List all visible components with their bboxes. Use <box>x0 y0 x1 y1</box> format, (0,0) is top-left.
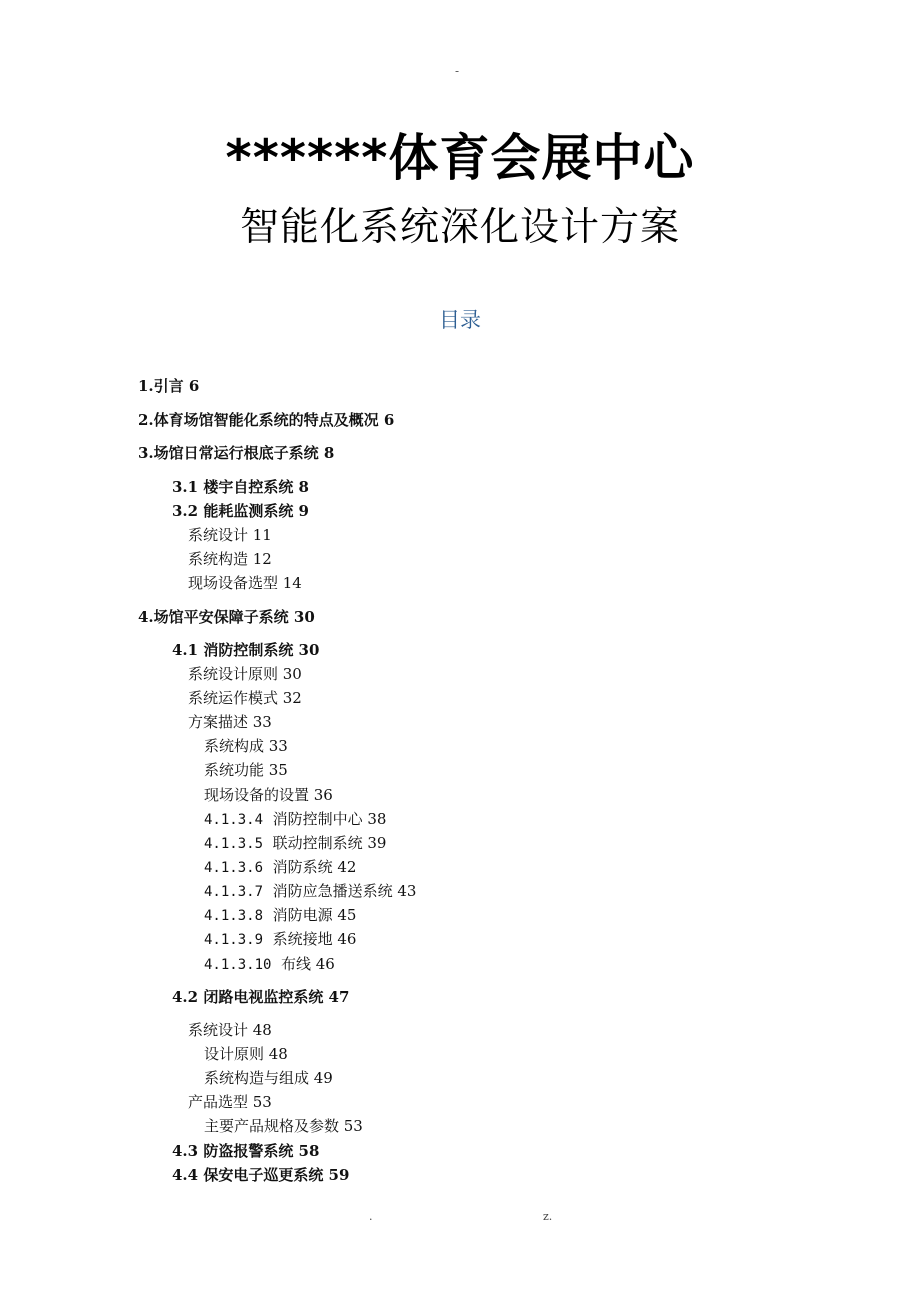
toc-entry-3-2-3[interactable]: 现场设备选型 14 <box>188 574 302 592</box>
toc-entry-4-4[interactable]: 4.4 保安电子巡更系统 59 <box>172 1166 350 1184</box>
toc-entry-4-2-1-1[interactable]: 设计原则 48 <box>204 1045 288 1063</box>
toc-entry-number: 4.1.3.7 <box>204 884 264 900</box>
toc-entry-number: 4.1.3.6 <box>204 860 264 876</box>
toc-entry-4-1-2[interactable]: 系统运作模式 32 <box>188 689 302 707</box>
toc-entry-label: 消防系统 42 <box>272 858 357 876</box>
toc-entry-label: 消防控制中心 38 <box>272 810 387 828</box>
toc-entry-4-1[interactable]: 4.1 消防控制系统 30 <box>172 641 320 659</box>
toc-entry-4-2-1-2[interactable]: 系统构造与组成 49 <box>204 1069 333 1087</box>
toc-entry-3-2-2[interactable]: 系统构造 12 <box>188 550 272 568</box>
footer-left-mark: . <box>369 1210 373 1223</box>
toc-entry-3-1[interactable]: 3.1 楼宇自控系统 8 <box>172 478 309 496</box>
toc-entry-4-1-1[interactable]: 系统设计原则 30 <box>188 665 302 683</box>
toc-entry-4[interactable]: 4.场馆平安保障子系统 30 <box>138 608 315 626</box>
toc-entry-4-2-1[interactable]: 系统设计 48 <box>188 1021 272 1039</box>
toc-entry-number: 4.1.3.5 <box>204 836 264 852</box>
footer-right-mark: z. <box>543 1210 553 1223</box>
toc-entry-4-1-3-9[interactable] <box>204 930 356 949</box>
toc-entry-label: 系统接地 46 <box>272 930 357 948</box>
toc-entry-4-1-3[interactable]: 方案描述 33 <box>188 713 272 731</box>
toc-entry-4-2-2-1[interactable]: 主要产品规格及参数 53 <box>204 1117 363 1135</box>
toc-entry-label: 布线 46 <box>280 955 335 973</box>
toc-entry-label: 消防应急播送系统 43 <box>272 882 417 900</box>
toc-entry-number: 4.1.3.8 <box>204 908 264 924</box>
toc-entry-4-1-3-4[interactable] <box>204 810 386 829</box>
toc-entry-4-1-3-2[interactable]: 系统功能 35 <box>204 761 288 779</box>
document-subtitle: 智能化系统深化设计方案 <box>239 205 680 250</box>
toc-entry-number: 4.1.3.4 <box>204 812 264 828</box>
toc-heading: 目录 <box>439 308 481 332</box>
toc-entry-1[interactable]: 1.引言 6 <box>138 377 200 395</box>
toc-entry-2[interactable]: 2.体育场馆智能化系统的特点及概况 6 <box>138 411 395 429</box>
toc-entry-4-1-3-6[interactable] <box>204 858 356 877</box>
toc-entry-label: 联动控制系统 39 <box>272 834 387 852</box>
toc-entry-number: 4.1.3.10 <box>204 957 272 973</box>
document-title: ******体育会展中心 <box>225 129 695 187</box>
toc-entry-4-1-3-5[interactable] <box>204 834 386 853</box>
toc-entry-label: 消防电源 45 <box>272 906 357 924</box>
toc-entry-4-1-3-8[interactable] <box>204 906 356 925</box>
toc-entry-4-2[interactable]: 4.2 闭路电视监控系统 47 <box>172 988 350 1006</box>
toc-entry-4-1-3-10[interactable] <box>204 955 335 974</box>
header-mark: - <box>455 64 460 78</box>
toc-entry-number: 4.1.3.9 <box>204 932 264 948</box>
toc-entry-4-1-3-1[interactable]: 系统构成 33 <box>204 737 288 755</box>
toc-entry-4-3[interactable]: 4.3 防盗报警系统 58 <box>172 1142 320 1160</box>
toc-entry-4-1-3-3[interactable]: 现场设备的设置 36 <box>204 786 333 804</box>
toc-entry-3-2-1[interactable]: 系统设计 11 <box>188 526 272 544</box>
toc-entry-4-2-2[interactable]: 产品选型 53 <box>188 1093 272 1111</box>
toc-entry-3[interactable]: 3.场馆日常运行根底子系统 8 <box>138 444 335 462</box>
toc-entry-3-2[interactable]: 3.2 能耗监测系统 9 <box>172 502 309 520</box>
toc-entry-4-1-3-7[interactable] <box>204 882 416 901</box>
